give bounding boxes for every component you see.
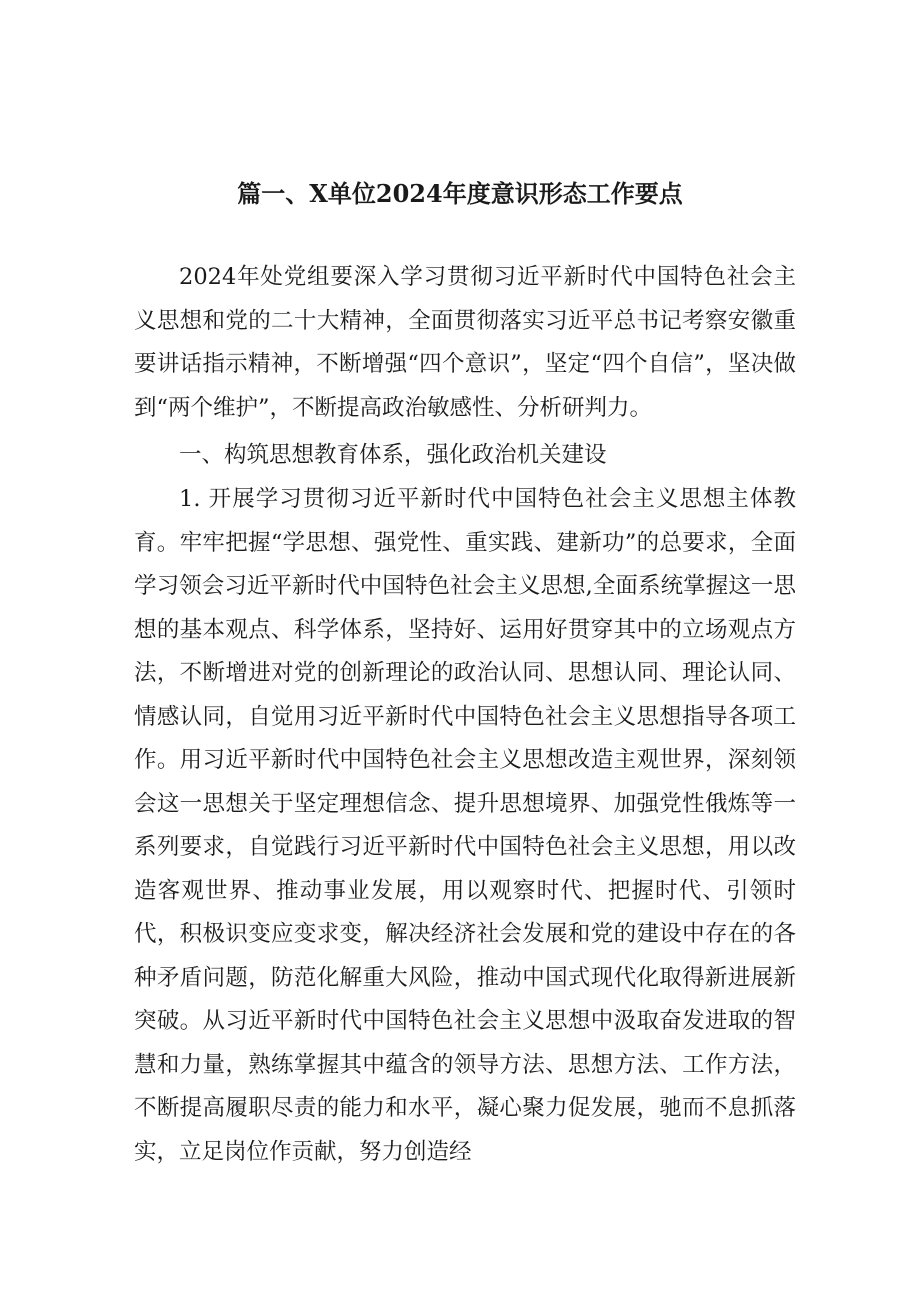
intro-paragraph: 2024年处党组要深入学习贯彻习近平新时代中国特色社会主义思想和党的二十大精神，全面贯彻落实习近平总书记考察安徽重要讲话指示精神，不断增强“四个意识”，坚定“四个自信”，坚决做到“两个维护”，不断提高政治敏感性、分析研判力。 [134,264,796,421]
item-1-paragraph: 1. 开展学习贯彻习近平新时代中国特色社会主义思想主体教育。牢牢把握“学思想、强党性、重实践、建新功”的总要求，全面学习领会习近平新时代中国特色社会主义思想,全面系统掌握这一思想的基本观点、科学体系，坚持好、运用好贯穿其中的立场观点方法，不断增进对党的创新理论的政治认同、思想认同、理论认同、情感认同，自觉用习近平新时代中国特色社会主义思想指导各项工作。用习近平新时代中国特色社会主义思想改造主观世界，深刻领会这一思想关于坚定理想信念、提升思想境界、加强党性俄炼等一系列要求，自觉践行习近平新时代中国特色社会主义思想，用以改造客观世界、推动事业发展，用以观察时代、把握时代、引领时代，积极识变应变求变，解决经济社会发展和党的建设中存在的各种矛盾问题，防范化解重大风险，推动中国式现代化取得新进展新突破。从习近平新时代中国特色社会主义思想中汲取奋发进取的智慧和力量，熟练掌握其中蕴含的领导方法、思想方法、工作方法，不断提高履职尽责的能力和水平，凝心聚力促发展，驰而不息抓落实，立足岗位作贡献，努力创造经 [134,486,796,1165]
document-title: 篇一、X单位2024年度意识形态工作要点 [237,179,683,209]
section-heading: 一、构筑思想教育体系，强化政治机关建设 [179,442,607,468]
